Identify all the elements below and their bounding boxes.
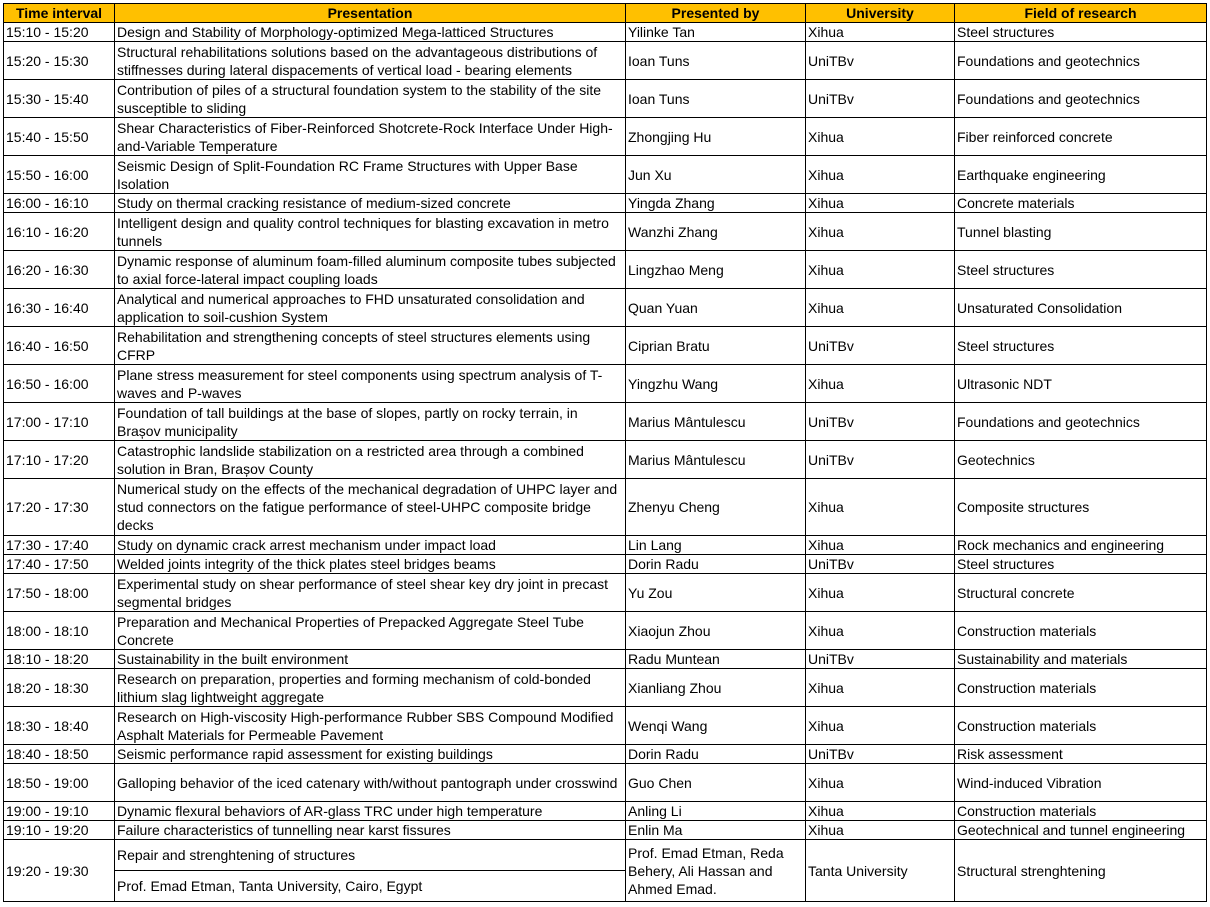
- cell-presenter[interactable]: Marius Mântulescu: [626, 441, 806, 479]
- table-row: [4, 536, 1207, 555]
- cell-time[interactable]: 17:00 - 17:10: [4, 403, 115, 441]
- cell-field[interactable]: Fiber reinforced concrete: [955, 118, 1207, 156]
- cell-presenter[interactable]: Anling Li: [626, 802, 806, 821]
- header-university[interactable]: University: [806, 4, 955, 23]
- cell-presentation[interactable]: Seismic Design of Split-Foundation RC Frame Structures with Upper Base Isolation: [115, 156, 626, 194]
- cell-time[interactable]: 17:50 - 18:00: [4, 574, 115, 612]
- cell-time[interactable]: 15:40 - 15:50: [4, 118, 115, 156]
- cell-presentation[interactable]: Analytical and numerical approaches to FHD unsaturated consolidation and application to soil-cushion System: [115, 289, 626, 327]
- cell-presentation[interactable]: Dynamic flexural behaviors of AR-glass TRC under high temperature: [115, 802, 626, 821]
- cell-field[interactable]: Structural strenghtening: [955, 840, 1207, 902]
- cell-time[interactable]: 18:40 - 18:50: [4, 745, 115, 764]
- cell-presenter[interactable]: Yilinke Tan: [626, 23, 806, 42]
- table-row: [4, 289, 1207, 327]
- cell-presentation[interactable]: Numerical study on the effects of the mechanical degradation of UHPC layer and stud connectors on the fatigue performance of steel-UHPC composite bridge decks: [115, 479, 626, 536]
- cell-presentation[interactable]: Plane stress measurement for steel components using spectrum analysis of T-waves and P-waves: [115, 365, 626, 403]
- cell-presenter[interactable]: Jun Xu: [626, 156, 806, 194]
- cell-presenter[interactable]: Ioan Tuns: [626, 42, 806, 80]
- cell-field[interactable]: Sustainability and materials: [955, 650, 1207, 669]
- cell-time[interactable]: 17:40 - 17:50: [4, 555, 115, 574]
- table-row: [4, 821, 1207, 840]
- table-row: [4, 194, 1207, 213]
- cell-field[interactable]: Rock mechanics and engineering: [955, 536, 1207, 555]
- cell-university[interactable]: Xihua: [806, 23, 955, 42]
- cell-field[interactable]: Foundations and geotechnics: [955, 42, 1207, 80]
- cell-presenter[interactable]: Yingda Zhang: [626, 194, 806, 213]
- cell-presenter[interactable]: Enlin Ma: [626, 821, 806, 840]
- cell-presentation[interactable]: Dynamic response of aluminum foam-filled aluminum composite tubes subjected to axial force-lateral impact coupling loads: [115, 251, 626, 289]
- table-row: [4, 802, 1207, 821]
- header-field-of-research[interactable]: Field of research: [955, 4, 1207, 23]
- table-row-last: [4, 840, 1207, 871]
- cell-university[interactable]: Xihua: [806, 764, 955, 802]
- cell-time[interactable]: 19:00 - 19:10: [4, 802, 115, 821]
- cell-time[interactable]: 15:50 - 16:00: [4, 156, 115, 194]
- cell-time[interactable]: 16:50 - 16:00: [4, 365, 115, 403]
- cell-presentation[interactable]: Structural rehabilitations solutions based on the advantageous distributions of stiffnesses during lateral dispacements of vertical load - bearing elements: [115, 42, 626, 80]
- cell-presentation[interactable]: Repair and strenghtening of structures: [115, 840, 626, 871]
- cell-field[interactable]: Wind-induced Vibration: [955, 764, 1207, 802]
- cell-field[interactable]: Foundations and geotechnics: [955, 80, 1207, 118]
- cell-field[interactable]: Concrete materials: [955, 194, 1207, 213]
- table-row: [4, 213, 1207, 251]
- cell-time[interactable]: 16:20 - 16:30: [4, 251, 115, 289]
- table-row: [4, 745, 1207, 764]
- cell-presenter[interactable]: Wenqi Wang: [626, 707, 806, 745]
- cell-presentation[interactable]: Seismic performance rapid assessment for existing buildings: [115, 745, 626, 764]
- cell-presenter[interactable]: Ioan Tuns: [626, 80, 806, 118]
- table-row: [4, 764, 1207, 802]
- cell-field[interactable]: Unsaturated Consolidation: [955, 289, 1207, 327]
- table-row: [4, 555, 1207, 574]
- cell-field[interactable]: Ultrasonic NDT: [955, 365, 1207, 403]
- cell-time[interactable]: 18:00 - 18:10: [4, 612, 115, 650]
- cell-university[interactable]: Xihua: [806, 156, 955, 194]
- cell-time[interactable]: 17:10 - 17:20: [4, 441, 115, 479]
- cell-presenter[interactable]: Dorin Radu: [626, 745, 806, 764]
- cell-university[interactable]: Xihua: [806, 574, 955, 612]
- cell-presentation[interactable]: Welded joints integrity of the thick plates steel bridges beams: [115, 555, 626, 574]
- cell-presentation[interactable]: Shear Characteristics of Fiber-Reinforced Shotcrete-Rock Interface Under High-and-Variable Temperature: [115, 118, 626, 156]
- cell-field[interactable]: Construction materials: [955, 612, 1207, 650]
- cell-presenter[interactable]: Marius Mântulescu: [626, 403, 806, 441]
- cell-field[interactable]: Construction materials: [955, 802, 1207, 821]
- cell-presentation[interactable]: Design and Stability of Morphology-optimized Mega-latticed Structures: [115, 23, 626, 42]
- header-time-interval[interactable]: Time interval: [4, 4, 115, 23]
- table-row: [4, 574, 1207, 612]
- cell-time[interactable]: 18:10 - 18:20: [4, 650, 115, 669]
- cell-field[interactable]: Steel structures: [955, 327, 1207, 365]
- cell-field[interactable]: Tunnel blasting: [955, 213, 1207, 251]
- cell-presentation[interactable]: Intelligent design and quality control techniques for blasting excavation in metro tunnels: [115, 213, 626, 251]
- cell-university[interactable]: Xihua: [806, 821, 955, 840]
- cell-time[interactable]: 16:30 - 16:40: [4, 289, 115, 327]
- table-row: [4, 365, 1207, 403]
- cell-university[interactable]: UniTBv: [806, 80, 955, 118]
- cell-presentation[interactable]: Study on thermal cracking resistance of medium-sized concrete: [115, 194, 626, 213]
- cell-university[interactable]: Xihua: [806, 479, 955, 536]
- cell-presentation[interactable]: Contribution of piles of a structural foundation system to the stability of the site susceptible to sliding: [115, 80, 626, 118]
- cell-university[interactable]: Xihua: [806, 536, 955, 555]
- cell-presenter[interactable]: Radu Muntean: [626, 650, 806, 669]
- cell-time[interactable]: 16:40 - 16:50: [4, 327, 115, 365]
- header-row: [4, 4, 1207, 23]
- cell-university[interactable]: UniTBv: [806, 42, 955, 80]
- table-row: [4, 669, 1207, 707]
- cell-presentation[interactable]: Study on dynamic crack arrest mechanism under impact load: [115, 536, 626, 555]
- cell-field[interactable]: Earthquake engineering: [955, 156, 1207, 194]
- table-row: [4, 23, 1207, 42]
- table-row: [4, 118, 1207, 156]
- cell-field[interactable]: Composite structures: [955, 479, 1207, 536]
- cell-university[interactable]: Xihua: [806, 707, 955, 745]
- cell-field[interactable]: Steel structures: [955, 23, 1207, 42]
- cell-presentation[interactable]: Foundation of tall buildings at the base of slopes, partly on rocky terrain, in Brașov municipality: [115, 403, 626, 441]
- cell-university[interactable]: Xihua: [806, 365, 955, 403]
- header-presentation[interactable]: Presentation: [115, 4, 626, 23]
- cell-field[interactable]: Geotechnics: [955, 441, 1207, 479]
- table-row: [4, 80, 1207, 118]
- schedule-table: [3, 3, 1207, 902]
- cell-time[interactable]: 16:10 - 16:20: [4, 213, 115, 251]
- cell-time[interactable]: 18:30 - 18:40: [4, 707, 115, 745]
- cell-time[interactable]: 19:20 - 19:30: [4, 840, 115, 902]
- cell-time[interactable]: 18:20 - 18:30: [4, 669, 115, 707]
- cell-presenter[interactable]: Ciprian Bratu: [626, 327, 806, 365]
- cell-field[interactable]: Construction materials: [955, 669, 1207, 707]
- table-row: [4, 479, 1207, 536]
- cell-presentation[interactable]: Failure characteristics of tunnelling near karst fissures: [115, 821, 626, 840]
- cell-presenter[interactable]: Zhongjing Hu: [626, 118, 806, 156]
- cell-university[interactable]: Xihua: [806, 289, 955, 327]
- cell-university[interactable]: UniTBv: [806, 650, 955, 669]
- cell-presenter[interactable]: Yingzhu Wang: [626, 365, 806, 403]
- cell-presenter[interactable]: Lin Lang: [626, 536, 806, 555]
- cell-presenter[interactable]: Xiaojun Zhou: [626, 612, 806, 650]
- cell-presenter[interactable]: Quan Yuan: [626, 289, 806, 327]
- cell-time[interactable]: 15:30 - 15:40: [4, 80, 115, 118]
- table-row: [4, 327, 1207, 365]
- table-row: [4, 251, 1207, 289]
- cell-university[interactable]: Xihua: [806, 669, 955, 707]
- cell-presentation[interactable]: Experimental study on shear performance of steel shear key dry joint in precast segmental bridges: [115, 574, 626, 612]
- cell-university[interactable]: Xihua: [806, 213, 955, 251]
- cell-presenter[interactable]: Dorin Radu: [626, 555, 806, 574]
- cell-presenter[interactable]: Wanzhi Zhang: [626, 213, 806, 251]
- cell-university[interactable]: Xihua: [806, 612, 955, 650]
- cell-presentation[interactable]: Rehabilitation and strengthening concepts of steel structures elements using CFRP: [115, 327, 626, 365]
- table-row: [4, 42, 1207, 80]
- cell-presentation-author[interactable]: Prof. Emad Etman, Tanta University, Cairo, Egypt: [115, 871, 626, 902]
- schedule-body: [4, 23, 1207, 840]
- cell-university[interactable]: Xihua: [806, 194, 955, 213]
- cell-time[interactable]: 17:20 - 17:30: [4, 479, 115, 536]
- cell-field[interactable]: Geotechnical and tunnel engineering: [955, 821, 1207, 840]
- cell-university[interactable]: Xihua: [806, 118, 955, 156]
- cell-university[interactable]: UniTBv: [806, 441, 955, 479]
- table-row: [4, 650, 1207, 669]
- table-row: [4, 707, 1207, 745]
- cell-presenter[interactable]: Lingzhao Meng: [626, 251, 806, 289]
- cell-presentation[interactable]: Research on preparation, properties and forming mechanism of cold-bonded lithium slag lightweight aggregate: [115, 669, 626, 707]
- cell-field[interactable]: Construction materials: [955, 707, 1207, 745]
- cell-presenter[interactable]: Yu Zou: [626, 574, 806, 612]
- cell-time[interactable]: 19:10 - 19:20: [4, 821, 115, 840]
- cell-presentation[interactable]: Sustainability in the built environment: [115, 650, 626, 669]
- cell-time[interactable]: 15:20 - 15:30: [4, 42, 115, 80]
- cell-field[interactable]: Steel structures: [955, 555, 1207, 574]
- cell-field[interactable]: Foundations and geotechnics: [955, 403, 1207, 441]
- cell-university[interactable]: Xihua: [806, 802, 955, 821]
- cell-university[interactable]: UniTBv: [806, 403, 955, 441]
- cell-time[interactable]: 16:00 - 16:10: [4, 194, 115, 213]
- cell-university[interactable]: UniTBv: [806, 327, 955, 365]
- cell-university[interactable]: Xihua: [806, 251, 955, 289]
- cell-time[interactable]: 17:30 - 17:40: [4, 536, 115, 555]
- cell-presenter[interactable]: Prof. Emad Etman, Reda Behery, Ali Hassan and Ahmed Emad.: [626, 840, 806, 902]
- cell-time[interactable]: 18:50 - 19:00: [4, 764, 115, 802]
- cell-time[interactable]: 15:10 - 15:20: [4, 23, 115, 42]
- cell-university[interactable]: UniTBv: [806, 745, 955, 764]
- table-row: [4, 156, 1207, 194]
- cell-university[interactable]: UniTBv: [806, 555, 955, 574]
- table-row: [4, 403, 1207, 441]
- cell-university[interactable]: Tanta University: [806, 840, 955, 902]
- cell-field[interactable]: Risk assessment: [955, 745, 1207, 764]
- cell-field[interactable]: Steel structures: [955, 251, 1207, 289]
- cell-presenter[interactable]: Xianliang Zhou: [626, 669, 806, 707]
- cell-presenter[interactable]: Zhenyu Cheng: [626, 479, 806, 536]
- cell-presentation[interactable]: Galloping behavior of the iced catenary with/without pantograph under crosswind: [115, 764, 626, 802]
- cell-presentation[interactable]: Catastrophic landslide stabilization on a restricted area through a combined solution in Bran, Brașov County: [115, 441, 626, 479]
- table-row: [4, 612, 1207, 650]
- cell-presenter[interactable]: Guo Chen: [626, 764, 806, 802]
- table-row: [4, 441, 1207, 479]
- cell-presentation[interactable]: Preparation and Mechanical Properties of Prepacked Aggregate Steel Tube Concrete: [115, 612, 626, 650]
- cell-field[interactable]: Structural concrete: [955, 574, 1207, 612]
- header-presented-by[interactable]: Presented by: [626, 4, 806, 23]
- cell-presentation[interactable]: Research on High-viscosity High-performance Rubber SBS Compound Modified Asphalt Materials for Permeable Pavement: [115, 707, 626, 745]
- schedule-footer: [4, 840, 1207, 902]
